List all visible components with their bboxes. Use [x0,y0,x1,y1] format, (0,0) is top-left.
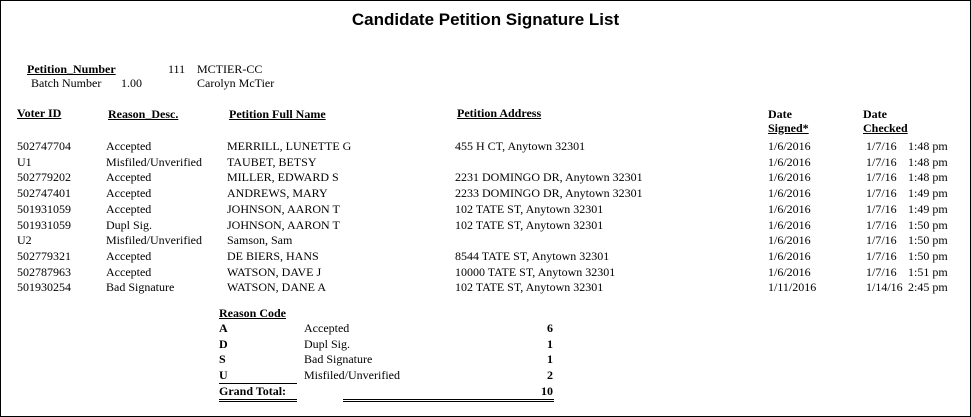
time-checked-cell: 1:49 pm [908,201,948,216]
header-date-checked-line2: Checked [863,121,908,135]
table-row [1,155,970,170]
time-checked-cell: 1:51 pm [908,264,948,279]
summary-row [1,321,970,336]
batch-number-label: Batch Number [31,76,102,90]
name-cell: ANDREWS, MARY [227,186,328,201]
name-cell: JOHNSON, AARON T [227,217,340,232]
candidate-name: Carolyn McTier [197,76,275,90]
table-row [1,139,970,154]
voter-id-cell: 502787963 [17,264,71,279]
reason-count-cell: 2 [547,367,553,382]
time-checked-cell: 1:50 pm [908,248,948,263]
reason-cell: Accepted [106,170,152,185]
summary-header: Reason Code [219,306,287,320]
reason-cell: Accepted [106,248,152,263]
date-signed-cell: 1/6/2016 [768,170,811,185]
date-checked-cell: 1/7/16 [866,248,897,263]
name-cell: JOHNSON, AARON T [227,201,340,216]
header-address: Petition Address [457,106,542,120]
voter-id-cell: U1 [17,154,32,169]
address-cell: 2231 DOMINGO DR, Anytown 32301 [455,170,643,185]
reason-code-cell: D [219,336,228,351]
summary-row [1,337,970,352]
reason-code-cell: A [219,321,228,335]
report-title: Candidate Petition Signature List [351,10,620,29]
grand-total-label: Grand Total: [219,384,287,398]
voter-id-cell: 501931059 [17,217,71,232]
date-signed-cell: 1/6/2016 [768,217,811,232]
reason-count-cell: 1 [547,352,553,366]
date-checked-cell: 1/7/16 [866,170,897,185]
grand-total-underline-2 [219,401,297,402]
summary-row [1,368,970,383]
table-row [1,202,970,217]
date-signed-cell: 1/6/2016 [768,233,811,248]
voter-id-cell: 502779202 [17,170,71,185]
address-cell: 102 TATE ST, Anytown 32301 [455,280,604,295]
date-checked-cell: 1/7/16 [866,201,897,216]
reason-desc-cell: Misfiled/Unverified [304,367,400,382]
time-checked-cell: 1:50 pm [908,233,948,248]
table-row [1,170,970,185]
grand-total-value-underline-1 [343,399,554,400]
address-cell: 102 TATE ST, Anytown 32301 [455,201,604,216]
date-signed-cell: 1/6/2016 [768,186,811,201]
voter-id-cell: 501931059 [17,201,71,216]
reason-code-cell: S [219,352,226,366]
header-date-signed-line2: Signed* [768,121,809,135]
name-cell: MILLER, EDWARD S [227,170,339,185]
time-checked-cell: 1:49 pm [908,186,948,201]
time-checked-cell: 1:48 pm [908,170,948,185]
address-cell: 2233 DOMINGO DR, Anytown 32301 [455,186,643,201]
reason-desc-cell: Dupl Sig. [304,336,351,351]
date-checked-cell: 1/14/16 [866,280,903,295]
reason-count-cell: 1 [547,336,553,351]
reason-cell: Accepted [106,186,152,201]
time-checked-cell: 1:48 pm [908,139,948,153]
date-signed-cell: 1/6/2016 [768,154,811,169]
table-row [1,186,970,201]
table-row [1,265,970,280]
voter-id-cell: 502747401 [17,186,71,201]
date-checked-cell: 1/7/16 [866,186,897,201]
time-checked-cell: 2:45 pm [908,280,948,295]
name-cell: TAUBET, BETSY [227,154,317,169]
header-date-checked-line1: Date [863,107,887,121]
table-row [1,233,970,248]
table-row [1,280,970,295]
reason-cell: Accepted [106,201,152,216]
name-cell: Samson, Sam [227,233,293,248]
summary-row [1,352,970,367]
address-cell: 8544 TATE ST, Anytown 32301 [455,248,610,263]
reason-cell: Bad Signature [106,280,175,295]
date-signed-cell: 1/6/2016 [768,201,811,216]
address-cell: 102 TATE ST, Anytown 32301 [455,217,604,232]
grand-total-value-underline-2 [343,401,554,402]
voter-id-cell: U2 [17,233,32,248]
reason-cell: Misfiled/Unverified [106,233,202,248]
reason-desc-cell: Bad Signature [304,352,373,366]
address-cell: 10000 TATE ST, Anytown 32301 [455,264,616,279]
petition-name: MCTIER-CC [197,62,263,76]
date-signed-cell: 1/11/2016 [768,280,817,295]
header-voter-id: Voter ID [17,106,62,120]
date-checked-cell: 1/7/16 [866,154,897,169]
date-checked-cell: 1/7/16 [866,139,897,153]
date-signed-cell: 1/6/2016 [768,139,811,153]
header-full-name: Petition Full Name [229,107,326,121]
time-checked-cell: 1:48 pm [908,154,948,169]
reason-cell: Dupl Sig. [106,217,153,232]
voter-id-cell: 501930254 [17,280,71,295]
voter-id-cell: 502747704 [17,139,71,153]
petition-number-label: Petition_Number [27,62,116,76]
grand-total-underline-1 [219,399,297,400]
name-cell: WATSON, DAVE J [227,264,322,279]
header-reason: Reason_Desc. [108,107,179,121]
time-checked-cell: 1:50 pm [908,217,948,232]
reason-count-cell: 6 [547,321,553,335]
petition-number-value: 111 [168,62,186,76]
reason-code-cell: U [219,367,228,382]
name-cell: DE BIERS, HANS [227,248,319,263]
table-row [1,218,970,233]
date-checked-cell: 1/7/16 [866,217,897,232]
name-cell: MERRILL, LUNETTE G [227,139,352,153]
date-checked-cell: 1/7/16 [866,264,897,279]
date-signed-cell: 1/6/2016 [768,264,811,279]
reason-cell: Accepted [106,264,152,279]
reason-desc-cell: Accepted [304,321,350,335]
date-checked-cell: 1/7/16 [866,233,897,248]
name-cell: WATSON, DANE A [227,280,326,295]
reason-cell: Misfiled/Unverified [106,154,202,169]
date-signed-cell: 1/6/2016 [768,248,811,263]
header-date-signed-line1: Date [768,107,792,121]
reason-cell: Accepted [106,139,152,153]
table-row [1,249,970,264]
grand-total-value: 10 [541,384,553,398]
batch-number-value: 1.00 [121,76,142,90]
address-cell: 455 H CT, Anytown 32301 [455,139,586,153]
voter-id-cell: 502779321 [17,248,71,263]
